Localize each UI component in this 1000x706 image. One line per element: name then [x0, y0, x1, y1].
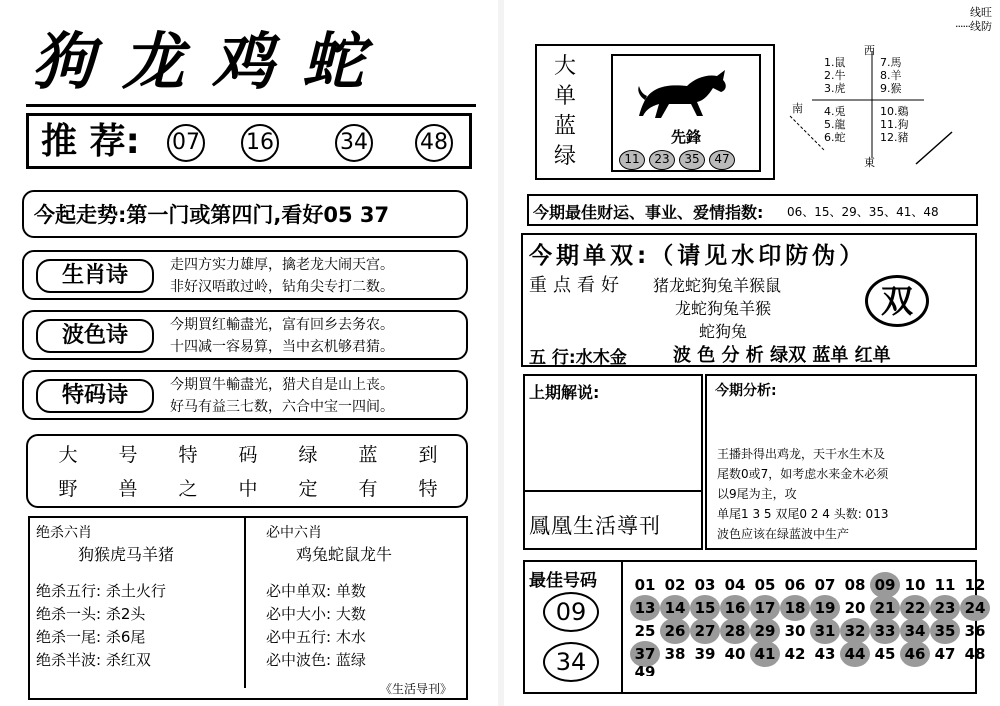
poem-line: 好马有益三七数，六合中宝一四间。	[170, 399, 394, 415]
phrase-char: 绿	[298, 444, 318, 466]
compass-item: 6.蛇	[824, 131, 846, 144]
phrase-char: 野	[58, 478, 78, 500]
vertical-char: 绿	[553, 144, 576, 169]
grid-number: 40	[724, 645, 746, 663]
grid-number: 13	[630, 595, 660, 621]
kill-value: 杀红双	[105, 651, 151, 669]
phrase-char: 到	[418, 444, 438, 466]
index-label: 今期最佳财运、事业、爱情指数:	[533, 203, 764, 222]
grid-number: 46	[900, 641, 930, 667]
poem-label: 特码诗	[36, 379, 154, 413]
hit-key: 必中单双:	[266, 582, 332, 600]
hit-item	[266, 603, 366, 626]
kill-animals: 狗猴虎马羊猪	[78, 545, 175, 564]
phrase-char: 码	[238, 444, 258, 466]
grid-number: 30	[784, 622, 806, 640]
poem-line: 走四方实力雄厚，擒老龙大闹天宫。	[170, 257, 394, 273]
compass-item: 1.鼠	[824, 56, 846, 69]
phrase-char: 兽	[118, 478, 138, 500]
trend-text: 今起走势:第一门或第四门,看好05 37	[34, 203, 390, 227]
recommend-label: 推 荐:	[41, 121, 140, 162]
grid-number: 37	[630, 641, 660, 667]
hit-value: 蓝绿	[335, 651, 366, 669]
number-grid-row	[630, 641, 990, 667]
number-overflow: 49	[634, 663, 656, 676]
parity-badge: 双	[865, 275, 929, 327]
grid-number: 26	[660, 618, 690, 644]
kill-item	[36, 580, 166, 603]
index-box	[527, 194, 978, 226]
vertical-char: 单	[553, 84, 576, 109]
recommend-number: 07	[167, 124, 205, 162]
phrase-char: 蓝	[358, 444, 378, 466]
phrase-box	[26, 434, 468, 508]
grid-number: 22	[900, 595, 930, 621]
grid-number: 45	[874, 645, 896, 663]
best-divider	[621, 562, 623, 694]
grid-number: 20	[844, 599, 866, 617]
parity-box	[521, 233, 977, 367]
wave-text: 波 色 分 析 绿双 蓝单 红单	[673, 345, 891, 366]
kill-value: 杀6尾	[105, 628, 146, 646]
pioneer-box	[535, 44, 775, 180]
grid-number: 10	[904, 576, 926, 594]
hit-value: 木水	[335, 628, 366, 646]
grid-number: 48	[964, 645, 986, 663]
title-underline	[26, 104, 476, 107]
grid-number: 12	[964, 576, 986, 594]
recommend-box	[26, 113, 472, 169]
corner-line: 线旺	[970, 6, 992, 19]
grid-number: 07	[814, 576, 836, 594]
grid-number: 41	[750, 641, 780, 667]
hit-animals: 鸡兔蛇鼠龙牛	[296, 545, 393, 564]
best-pick: 34	[543, 642, 599, 682]
grid-number: 38	[664, 645, 686, 663]
grid-number: 09	[870, 572, 900, 598]
grid-number: 35	[930, 618, 960, 644]
grid-number: 14	[660, 595, 690, 621]
compass-item: 11.狗	[880, 118, 909, 131]
grid-number: 44	[840, 641, 870, 667]
poem-line: 今期買牛輸盡光，猎犬自是山上丧。	[170, 377, 394, 393]
compass-east: 東	[864, 156, 875, 169]
phrase-row	[38, 476, 458, 502]
grid-number: 32	[840, 618, 870, 644]
phrase-char: 之	[178, 478, 198, 500]
horse-frame	[611, 54, 761, 172]
kill-key: 绝杀一头:	[36, 605, 102, 623]
focus-line: 龙蛇狗兔羊猴	[675, 299, 772, 318]
corner-line: ······线防	[955, 20, 992, 33]
hit-key: 必中五行:	[266, 628, 332, 646]
poem-line: 今期買红輸盡光，富有回乡去务农。	[170, 317, 394, 333]
best-title: 最佳号码	[529, 571, 597, 591]
phrase-char: 特	[418, 478, 438, 500]
kill-key: 绝杀半波:	[36, 651, 102, 669]
kill-item	[36, 603, 145, 626]
analysis-line: 王播卦得出鸡龙，天干水生木及	[717, 447, 886, 461]
analysis-line: 以9尾为主，攻	[717, 487, 797, 501]
kill-value: 杀2头	[105, 605, 146, 623]
recommend-number: 34	[335, 124, 373, 162]
vertical-char: 大	[553, 54, 576, 79]
horse-numbers	[619, 148, 735, 170]
horse-number: 35	[679, 150, 705, 170]
compass-item: 8.羊	[880, 69, 902, 82]
last-period-box	[523, 374, 703, 550]
kill-item	[36, 649, 151, 672]
grid-number: 15	[690, 595, 720, 621]
index-values: 06、15、29、35、41、48	[787, 205, 939, 219]
corner-note	[936, 6, 992, 34]
compass-item: 5.龍	[824, 118, 846, 131]
poem-box-zodiac	[22, 250, 468, 300]
compass-item: 4.兎	[824, 105, 846, 118]
hit-item	[266, 626, 366, 649]
grid-number: 04	[724, 576, 746, 594]
grid-number: 01	[634, 576, 656, 594]
compass-item: 2.牛	[824, 69, 846, 82]
horse-number: 47	[709, 150, 735, 170]
analysis-body	[717, 444, 888, 544]
poem-box-special	[22, 370, 468, 420]
footer-brand: 《生活导刊》	[380, 682, 453, 696]
hit-value: 单数	[335, 582, 366, 600]
hit-key: 必中大小:	[266, 605, 332, 623]
last-period-divider	[525, 490, 701, 492]
hit-title: 必中六肖	[266, 525, 322, 541]
grid-number: 03	[694, 576, 716, 594]
page-title: 狗龙鸡蛇	[32, 25, 393, 98]
compass-left-col	[824, 56, 846, 144]
grid-number: 28	[720, 618, 750, 644]
compass-item: 3.虎	[824, 82, 846, 95]
last-period-brand: 鳳凰生活導刊	[529, 514, 661, 538]
grid-number: 23	[930, 595, 960, 621]
grid-number: 06	[784, 576, 806, 594]
focus-line: 猪龙蛇狗兔羊猴鼠	[653, 276, 782, 295]
grid-number: 08	[844, 576, 866, 594]
poem-line: 非好汉唔敢过岭，钻角尖专打二数。	[170, 279, 394, 295]
poem-box-wave	[22, 310, 468, 360]
phrase-char: 有	[358, 478, 378, 500]
grid-number: 18	[780, 595, 810, 621]
compass-item: 10.鷄	[880, 105, 909, 118]
kill-item	[36, 626, 145, 649]
phrase-char: 特	[178, 444, 198, 466]
compass-item: 12.豬	[880, 131, 909, 144]
horse-icon	[635, 60, 735, 122]
wuxing-text: 五 行:水木金	[529, 348, 627, 368]
phrase-char: 定	[298, 478, 318, 500]
page-gutter	[498, 0, 504, 706]
focus-label: 重点看好	[529, 275, 625, 296]
grid-number: 43	[814, 645, 836, 663]
grid-number: 17	[750, 595, 780, 621]
recommend-number: 16	[241, 124, 279, 162]
recommend-number: 48	[415, 124, 453, 162]
horse-label: 先鋒	[670, 128, 701, 146]
grid-number: 33	[870, 618, 900, 644]
hit-item	[266, 580, 366, 603]
grid-number: 21	[870, 595, 900, 621]
phrase-row	[38, 442, 458, 468]
phrase-char: 大	[58, 444, 78, 466]
grid-number: 24	[960, 595, 990, 621]
poem-line: 十四减一容易算，当中玄机够君猜。	[170, 339, 394, 355]
grid-number: 34	[900, 618, 930, 644]
grid-number: 02	[664, 576, 686, 594]
trend-box	[22, 190, 468, 238]
compass-item: 9.猴	[880, 82, 902, 95]
hit-item	[266, 649, 366, 672]
grid-number: 16	[720, 595, 750, 621]
kill-title: 绝杀六肖	[36, 525, 92, 541]
hit-key: 必中波色:	[266, 651, 332, 669]
best-pick: 09	[543, 592, 599, 632]
analysis-line: 单尾1 3 5 双尾0 2 4 头数: 013	[717, 507, 889, 521]
panel-divider	[244, 518, 246, 688]
phrase-char: 中	[238, 478, 258, 500]
grid-number: 27	[690, 618, 720, 644]
vertical-text	[545, 52, 585, 172]
compass-item: 7.馬	[880, 56, 902, 69]
poem-label: 波色诗	[36, 319, 154, 353]
grid-number: 42	[784, 645, 806, 663]
analysis-box	[705, 374, 977, 550]
grid-number: 36	[964, 622, 986, 640]
analysis-title: 今期分析:	[715, 383, 777, 399]
grid-number: 31	[810, 618, 840, 644]
grid-number: 47	[934, 645, 956, 663]
kill-key: 绝杀一尾:	[36, 628, 102, 646]
kill-value: 杀土火行	[105, 582, 166, 600]
grid-number: 11	[934, 576, 956, 594]
prediction-panel	[28, 516, 468, 700]
analysis-line: 波色应该在绿蓝波中生产	[717, 527, 850, 541]
kill-key: 绝杀五行:	[36, 582, 102, 600]
hit-value: 大数	[335, 605, 366, 623]
zodiac-compass	[784, 40, 954, 176]
phrase-char: 号	[118, 444, 138, 466]
parity-title: 今期单双:（请见水印防伪）	[529, 243, 867, 269]
grid-number: 39	[694, 645, 716, 663]
horse-number: 23	[649, 150, 675, 170]
focus-line: 蛇狗兔	[699, 322, 748, 341]
grid-number: 29	[750, 618, 780, 644]
grid-number: 05	[754, 576, 776, 594]
compass-right-col	[880, 56, 909, 144]
compass-south: 南	[792, 102, 803, 115]
grid-number: 25	[634, 622, 656, 640]
last-period-title: 上期解说:	[529, 383, 600, 402]
analysis-line: 尾数0或7，如考虑水来金木必须	[717, 467, 889, 481]
grid-number: 19	[810, 595, 840, 621]
compass-west: 西	[864, 44, 875, 57]
horse-number: 11	[619, 150, 645, 170]
poem-label: 生肖诗	[36, 259, 154, 293]
vertical-char: 蓝	[553, 114, 576, 139]
